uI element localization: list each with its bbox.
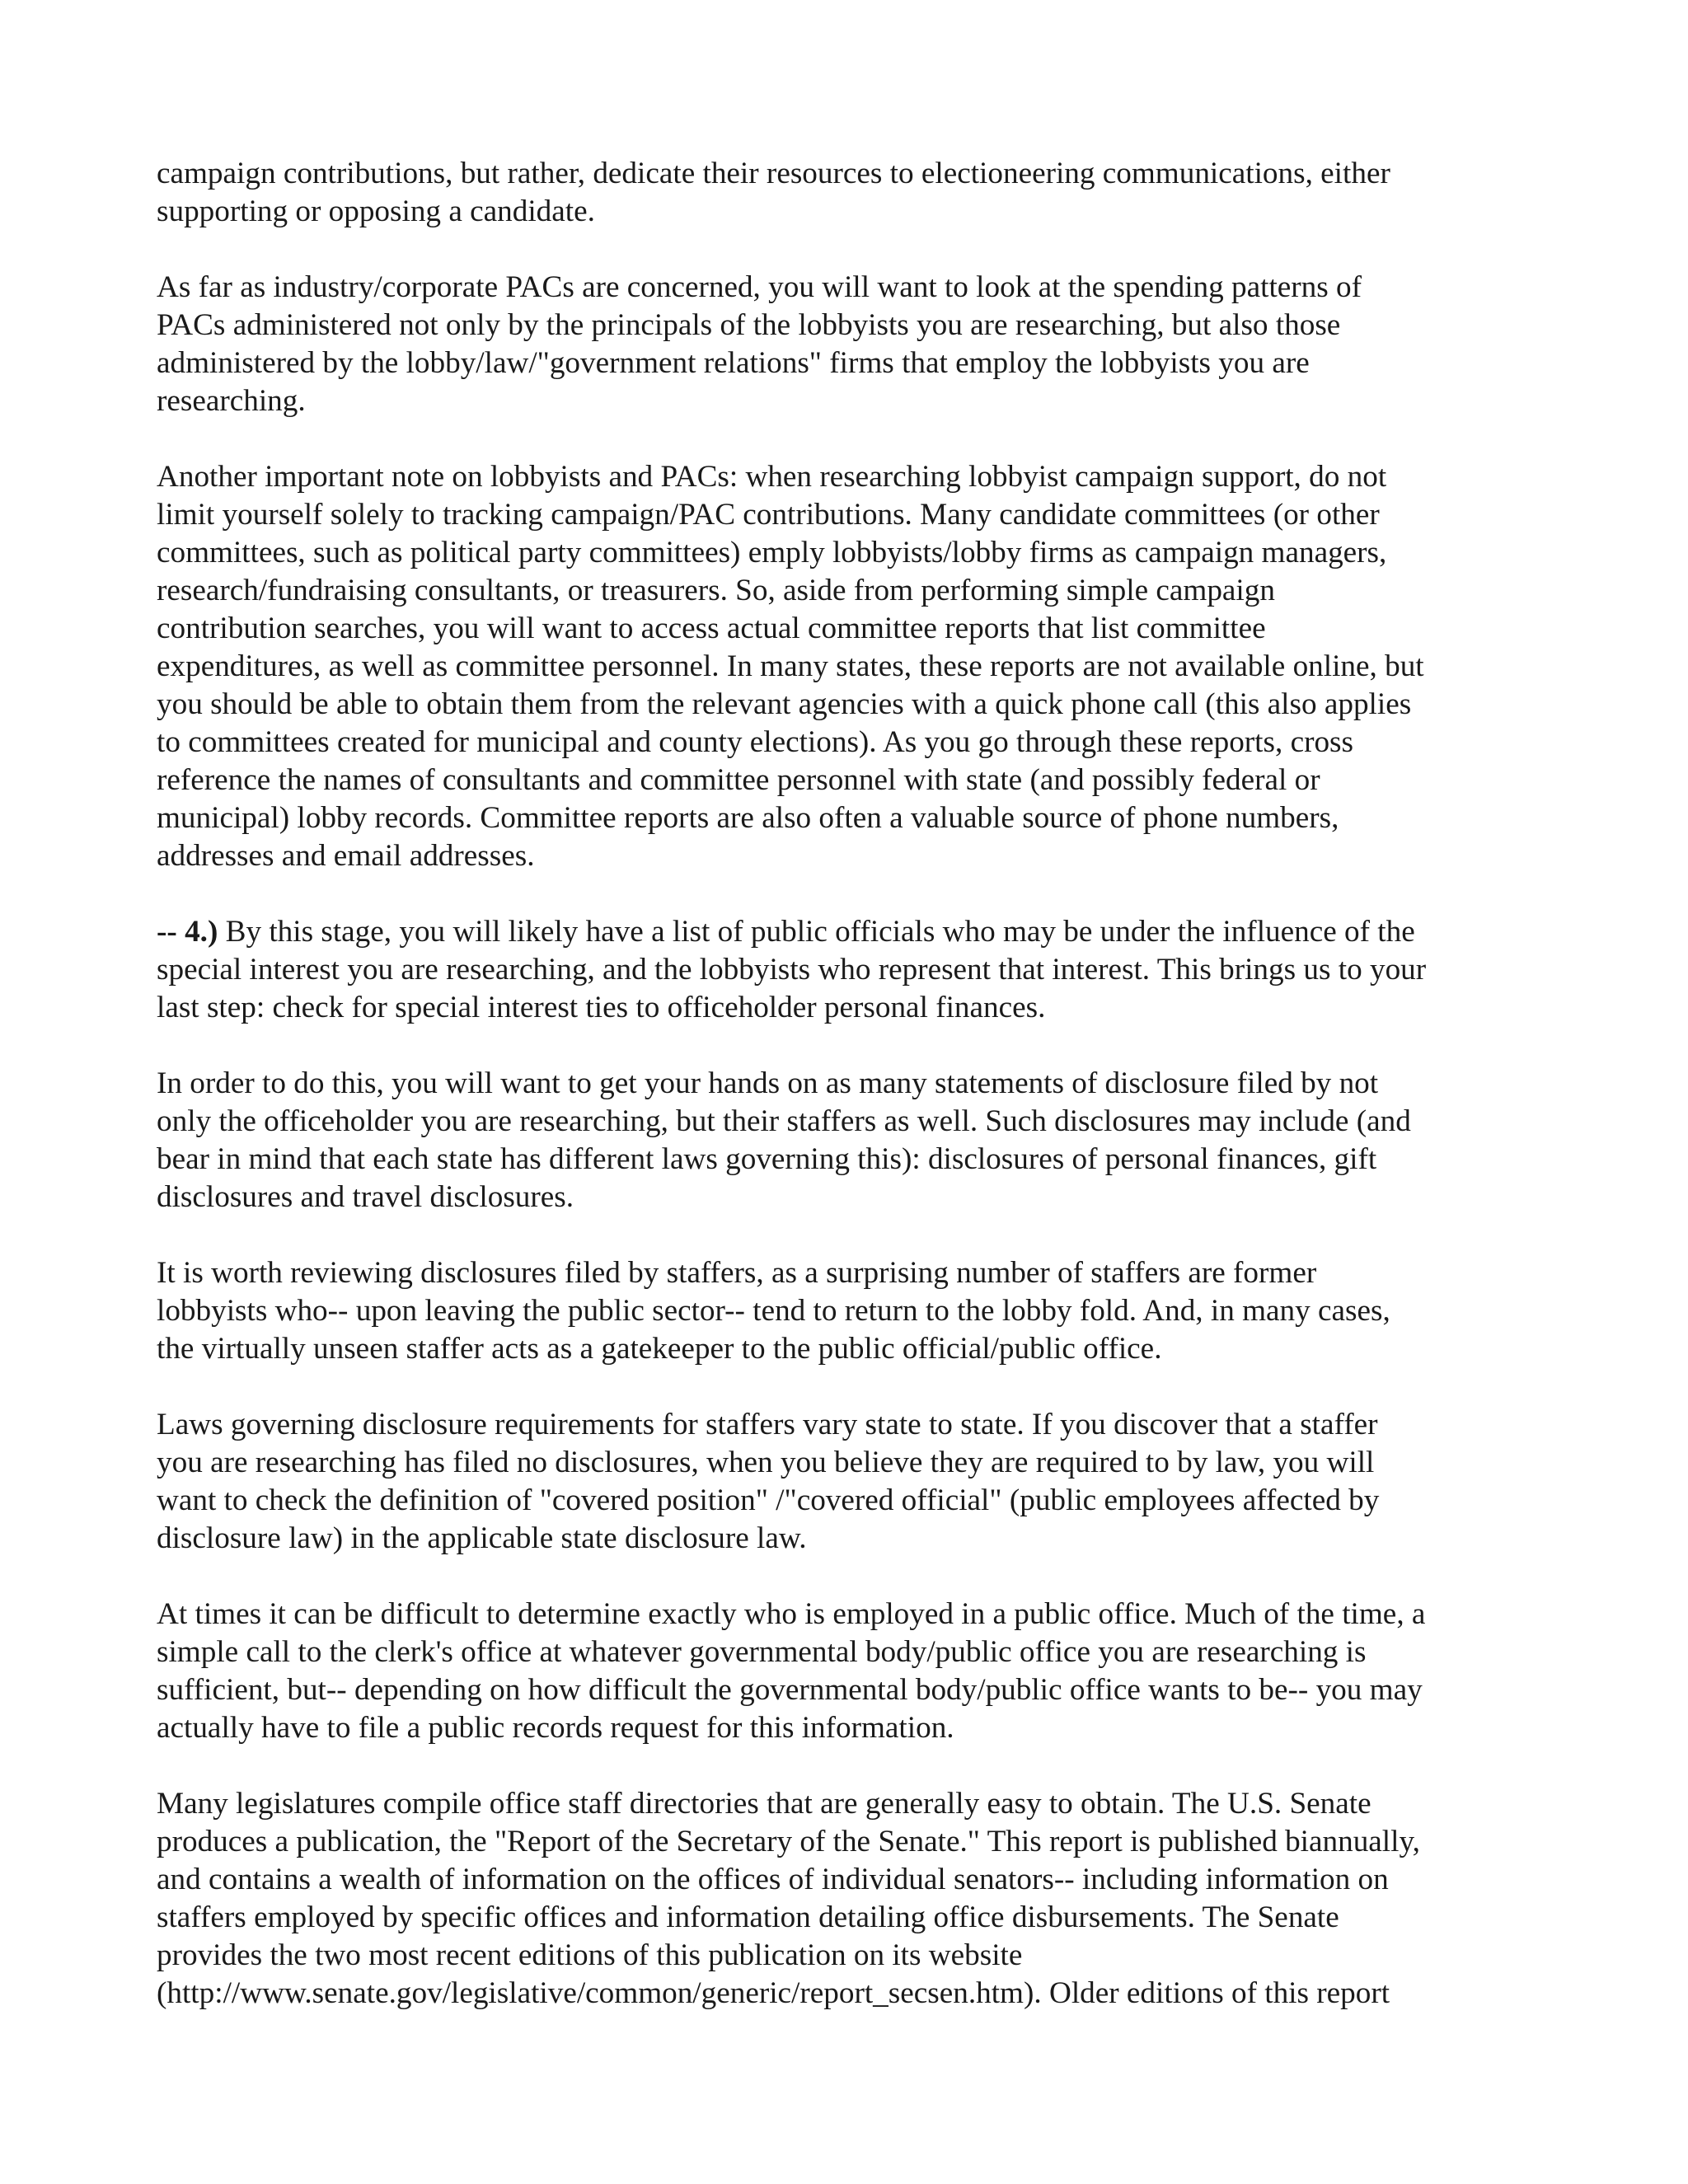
paragraph-staffer-disclosures: It is worth reviewing disclosures filed by staffers, as a surprising number of staffers are former lobbyists who-- upon leaving the public sector-- tend to return to the lobby fold. And, in many cases, the virtually unseen staffer acts as a gatekeeper to the public official/public office.: [157, 1256, 1390, 1366]
paragraph-step-4: [157, 913, 1541, 1027]
step-4-text: By this stage, you will likely have a list of public officials who may be under the influence of the special interest you are researching, and the lobbyists who represent that interest. This brings us to your last step: check for special interest ties to officeholder personal finances.: [157, 915, 1427, 1024]
paragraph-lobbyists-and-pacs: Another important note on lobbyists and PACs: when researching lobbyist campaign support, do not limit yourself solely to tracking campaign/PAC contributions. Many candidate committees (or other committees, such as political party committees) emply lobbyists/lobby firms as campaign managers, research/fundraising consultants, or treasurers. So, aside from performing simple campaign contribution searches, you will want to access actual committee reports that list committee expenditures, as well as committee personnel. In many states, these reports are not available online, but you should be able to obtain them from the relevant agencies with a quick phone call (this also applies to committees created for municipal and county elections). As you go through these reports, cross reference the names of consultants and committee personnel with state (and possibly federal or municipal) lobby records. Committee reports are also often a valuable source of phone numbers, addresses and email addresses.: [157, 460, 1424, 873]
paragraph-electioneering: campaign contributions, but rather, dedicate their resources to electioneering communications, either supporting or opposing a candidate.: [157, 157, 1390, 228]
paragraph-public-office-employment: At times it can be difficult to determine exactly who is employed in a public office. Much of the time, a simple call to the clerk's office at whatever governmental body/public office you are researching is sufficient, but-- depending on how difficult the governmental body/public office wants to be-- you may actually have to file a public records request for this information.: [157, 1597, 1426, 1745]
paragraph-staff-directories: Many legislatures compile office staff directories that are generally easy to obtain. The U.S. Senate produces a publication, the "Report of the Secretary of the Senate." This report is published biannually, and contains a wealth of information on the offices of individual senators-- including information on staffers employed by specific offices and information detailing office disbursements. The Senate provides the two most recent editions of this publication on its website (http://www.senate.gov/legislative/common/generic/report_secsen.htm). Older editions of this report: [157, 1787, 1420, 2010]
step-4-marker: -- 4.): [157, 915, 218, 949]
paragraph-disclosure-laws: Laws governing disclosure requirements for staffers vary state to state. If you discover that a staffer you are researching has filed no disclosures, when you believe they are required to by law, you will want to check the definition of "covered position" /"covered official" (public employees affected by disclosure law) in the applicable state disclosure law.: [157, 1408, 1380, 1555]
document-body: [157, 155, 1541, 2013]
paragraph-corporate-pacs: As far as industry/corporate PACs are concerned, you will want to look at the spending patterns of PACs administered not only by the principals of the lobbyists you are researching, but also those administered by the lobby/law/"government relations" firms that employ the lobbyists you are researching.: [157, 270, 1362, 418]
paragraph-statements-of-disclosure: In order to do this, you will want to get your hands on as many statements of disclosure filed by not only the officeholder you are researching, but their staffers as well. Such disclosures may include (and bear in mind that each state has different laws governing this): disclosures of personal finances, gift disclosures and travel disclosures.: [157, 1066, 1411, 1214]
